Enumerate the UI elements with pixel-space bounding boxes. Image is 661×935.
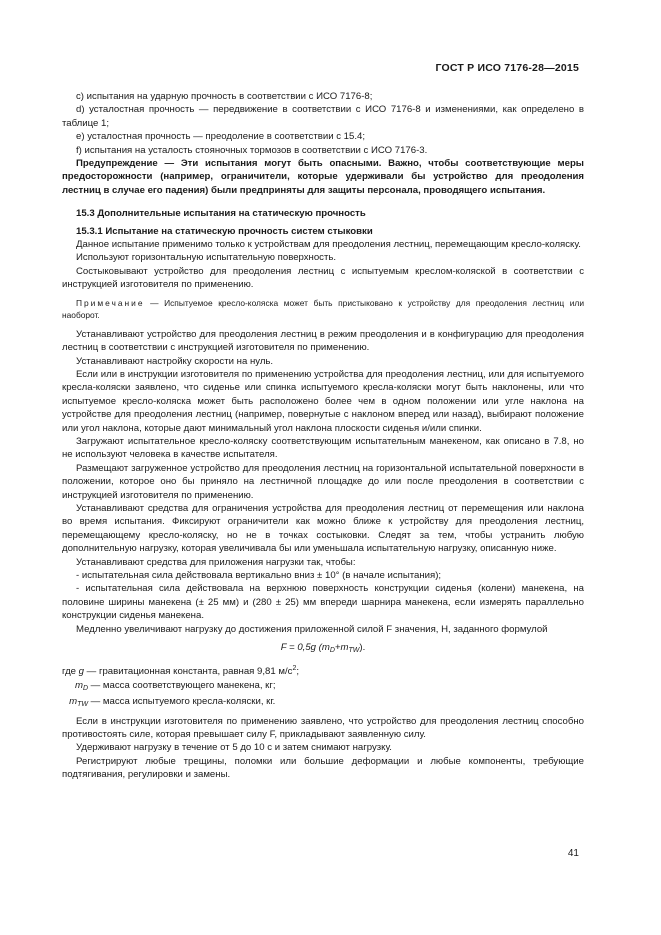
definition-md: $m_D$ — масса соответствующего манекена, кг; xyxy=(74,679,276,692)
paragraph: Регистрируют любые трещины, поломки или большие деформации и любые компоненты, требующие подтягивания, регулировки и замены. xyxy=(62,755,584,781)
section-heading-15-3: 15.3 Дополнительные испытания на статическую прочность xyxy=(76,208,366,220)
paragraph: Если в инструкции изготовителя по применению заявлено, что устройство для преодоления лестниц способно противостоять силе, которая превышает силу F, прикладывают заявленную силу. xyxy=(62,715,584,741)
paragraph: Загружают испытательное кресло-коляску соответствующим испытательным манекеном, как описано в 7.8, но не используют человека в качестве испытателя. xyxy=(62,435,584,461)
list-item: - испытательная сила действовала на верхнюю поверхность конструкции сиденья (колени) манекена, на половине ширины манекена (± 25 мм) и (280 ± 25) мм впереди шарнира манекена, если измерять параллельно конструкции сиденья манекена. xyxy=(62,583,584,622)
subsection-heading-15-3-1: 15.3.1 Испытание на статическую прочность систем стыковки xyxy=(76,225,373,237)
paragraph: Используют горизонтальную испытательную поверхность. xyxy=(76,252,337,264)
page-number: 41 xyxy=(567,848,579,859)
paragraph: Медленно увеличивают нагрузку до достижения приложенной силой F значения, Н, заданного формулой xyxy=(76,623,548,635)
list-item-d: d) усталостная прочность — передвижение в соответствии с ИСО 7176-8 и изменениями, как определено в таблице 1; xyxy=(62,104,584,129)
definition-mtw: $m_{TW}$ — масса испытуемого кресла-коляски, кг. xyxy=(69,696,276,709)
list-item-c: c) испытания на ударную прочность в соответствии с ИСО 7176-8; xyxy=(76,91,373,102)
paragraph: Состыковывают устройство для преодоления лестниц с испытуемым креслом-коляской в соответствии с инструкцией изготовителя по применению. xyxy=(62,265,584,291)
list-item-f: f) испытания на усталость стояночных тормозов в соответствии с ИСО 7176-3. xyxy=(76,144,428,156)
warning-paragraph: Предупреждение — Эти испытания могут быть опасными. Важно, чтобы соответствующие меры предосторожности (например, ограничители, которые удерживали бы устройство для преодоления лестниц в случае его падения) были предприняты для защиты персонала, проводящего испытания. xyxy=(62,158,584,196)
note-label: Примечание xyxy=(76,297,145,308)
document-header: ГОСТ Р ИСО 7176-28—2015 xyxy=(435,62,579,74)
paragraph: Устанавливают настройку скорости на нуль. xyxy=(76,355,274,367)
formula: F = 0,5g $(m_D+m_{TW})$. xyxy=(280,642,366,655)
paragraph: Удерживают нагрузку в течение от 5 до 10 с и затем снимают нагрузку. xyxy=(76,742,392,754)
list-item: - испытательная сила действовала вертикально вниз ± 10° (в начале испытания); xyxy=(76,570,442,581)
note xyxy=(62,297,584,321)
paragraph: Устанавливают средства для приложения нагрузки так, чтобы: xyxy=(76,556,356,568)
note-text: — Испытуемое кресло-коляска может быть пристыковано к устройству для преодоления лестниц или наоборот. xyxy=(62,297,584,320)
list-item-e: e) усталостная прочность — преодоление в соответствии с 15.4; xyxy=(76,131,366,143)
paragraph: Устанавливают устройство для преодоления лестниц в режим преодоления и в конфигурацию для преодоления лестниц в соответствии с инструкцией изготовителя по применению. xyxy=(62,328,584,354)
formula-definitions xyxy=(62,662,584,711)
definition-g: где g — гравитационная константа, равная 9,81 $м/с^2$; xyxy=(62,665,300,678)
paragraph: Если или в инструкции изготовителя по применению устройства для преодоления лестниц, или для испытуемого кресла-коляски заявлено, что сиденье или спинка испытуемого кресла-коляски могут быть наклонены, или что испытуемое кресло-коляска может быть расположено более чем в одном положении или угле наклона на устройстве для преодоления лестниц (например, повернутые с наклоном вперед или назад), выбирают положение или угол наклона, которые дают минимальный угол наклона плоскости сиденья и/или спинки. xyxy=(62,368,584,434)
paragraph: Данное испытание применимо только к устройствам для преодоления лестниц, перемещающим кресло-коляску. xyxy=(76,239,581,251)
page-content xyxy=(62,90,584,782)
paragraph: Размещают загруженное устройство для преодоления лестниц на горизонтальной испытательной поверхности в положении, которое оно бы приняло на лестничной площадке до или после преодоления в соответствии с инструкцией изготовителя по применению. xyxy=(62,462,584,501)
paragraph: Устанавливают средства для ограничения устройства для преодоления лестниц от перемещения или наклона во время испытания. Фиксируют ограничители как можно ближе к устройству для преодоления лестниц, перемещающему кресло-коляску, но не в точках состыковки. Следят за тем, чтобы устранить любую дополнительную нагрузку, которая увеличивала бы или уменьшала испытательную нагрузку, описанную ниже. xyxy=(62,502,584,555)
